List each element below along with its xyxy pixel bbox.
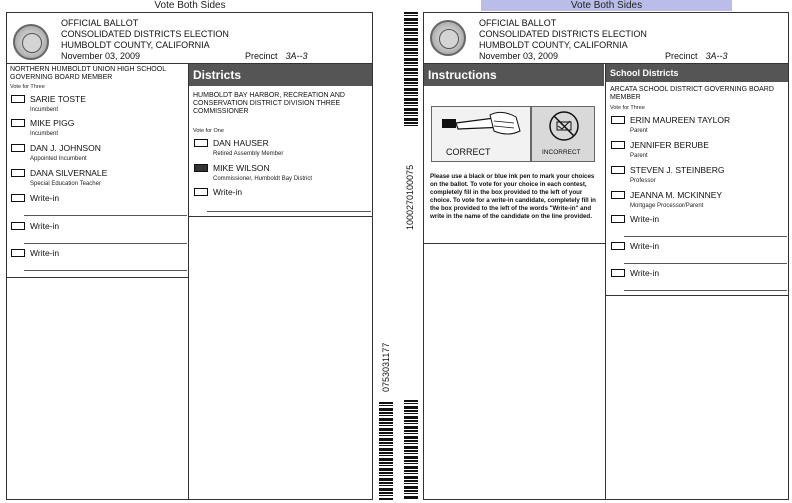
contest-divider (6, 277, 188, 278)
vote-both-sides-left: Vote Both Sides (154, 0, 226, 11)
candidate-option[interactable] (11, 168, 107, 178)
write-in-line[interactable] (624, 236, 787, 237)
candidate-option[interactable] (611, 115, 730, 125)
vote-box[interactable] (11, 144, 25, 152)
write-in-label: Write-in (630, 214, 660, 224)
county-seal-icon (13, 24, 49, 60)
candidate-name: DAN HAUSER (213, 138, 269, 148)
write-in-option[interactable] (611, 214, 659, 224)
vote-box[interactable] (11, 222, 25, 230)
instructions-text: Please use a black or blue ink pen to mark your choices on the ballot. To vote for your choice in each contest, completely fill in the box provided to the left of your choice. To vote for a write-in candidate, completely fill in the box provided to the left of the words "Write-in" and write in the name of the candidate on the line provided. (430, 173, 596, 220)
write-in-line[interactable] (24, 243, 187, 244)
write-in-option[interactable] (11, 221, 59, 231)
write-in-line[interactable] (624, 263, 787, 264)
write-in-label: Write-in (30, 248, 60, 258)
candidate-description: Incumbent (30, 107, 59, 113)
write-in-line[interactable] (207, 211, 371, 212)
precinct-label: Precinct 3A--3 (665, 51, 728, 61)
write-in-label: Write-in (630, 241, 660, 251)
contest-title: NORTHERN HUMBOLDT UNION HIGH SCHOOL GOVERNING BOARD MEMBER (10, 66, 166, 81)
county-name: HUMBOLDT COUNTY, CALIFORNIA (61, 40, 210, 50)
candidate-description: Parent (630, 128, 648, 134)
instructions-section-header: Instructions (424, 64, 604, 86)
vote-both-sides-banner: Vote Both Sides (481, 0, 732, 11)
county-seal-icon (430, 20, 466, 56)
write-in-label: Write-in (630, 268, 660, 278)
vote-for-label: Vote for Three (10, 84, 45, 90)
barcode-icon (404, 400, 418, 500)
candidate-option[interactable] (11, 143, 101, 153)
write-in-label: Write-in (30, 221, 60, 231)
candidate-option[interactable] (611, 165, 724, 175)
election-name: CONSOLIDATED DISTRICTS ELECTION (61, 29, 229, 39)
incorrect-label: INCORRECT (542, 149, 581, 156)
vote-box[interactable] (11, 169, 25, 177)
candidate-name: JENNIFER BERUBE (630, 140, 709, 150)
contest-title: HUMBOLDT BAY HARBOR, RECREATION AND CONSERVATION DISTRICT DIVISION THREE COMMISSIONER (193, 92, 345, 115)
candidate-name: ERIN MAUREEN TAYLOR (630, 115, 731, 125)
vote-box[interactable] (611, 116, 625, 124)
precinct-value: 3A--3 (285, 51, 308, 61)
vote-box[interactable] (11, 249, 25, 257)
write-in-line[interactable] (24, 270, 187, 271)
ballot-title: OFFICIAL BALLOT (479, 18, 557, 28)
vote-for-label: Vote for One (193, 128, 224, 134)
candidate-option[interactable] (611, 140, 709, 150)
election-name: CONSOLIDATED DISTRICTS ELECTION (479, 29, 647, 39)
election-date: November 03, 2009 (61, 51, 141, 61)
vote-box[interactable] (194, 139, 208, 147)
candidate-name: JEANNA M. MCKINNEY (630, 190, 723, 200)
correct-label: CORRECT (446, 147, 491, 157)
candidate-name: MIKE PIGG (30, 118, 75, 128)
candidate-option[interactable] (11, 94, 86, 104)
column-divider (605, 63, 606, 500)
no-check-icon (532, 107, 596, 147)
pen-hand-icon (432, 107, 532, 147)
write-in-label: Write-in (30, 193, 60, 203)
write-in-option[interactable] (11, 193, 59, 203)
contest-divider (606, 295, 789, 296)
candidate-name: MIKE WILSON (213, 163, 270, 173)
write-in-line[interactable] (624, 290, 787, 291)
vote-box[interactable] (11, 119, 25, 127)
candidate-name: DANA SILVERNALE (30, 168, 108, 178)
barcode-icon (404, 12, 418, 128)
candidate-description: Special Education Teacher (30, 181, 101, 187)
candidate-description: Appointed Incumbent (30, 156, 87, 162)
vote-box[interactable] (11, 194, 25, 202)
candidate-description: Commissioner, Humboldt Bay District (213, 176, 313, 182)
candidate-name: STEVEN J. STEINBERG (630, 165, 725, 175)
candidate-description: Mortgage Processor/Parent (630, 203, 704, 209)
school-districts-section-header: School Districts (606, 64, 788, 82)
candidate-name: SARIE TOSTE (30, 94, 86, 104)
candidate-option[interactable] (611, 190, 722, 200)
candidate-description: Incumbent (30, 131, 59, 137)
write-in-option[interactable] (11, 248, 59, 258)
county-name: HUMBOLDT COUNTY, CALIFORNIA (479, 40, 628, 50)
vote-box[interactable] (611, 242, 625, 250)
precinct-value: 3A--3 (705, 51, 728, 61)
candidate-description: Retired Assembly Member (213, 151, 284, 157)
vote-box[interactable] (611, 141, 625, 149)
vote-box[interactable] (611, 215, 625, 223)
vote-box[interactable] (194, 188, 208, 196)
election-date: November 03, 2009 (479, 51, 559, 61)
vote-box-filled[interactable] (194, 164, 208, 172)
districts-section-header: Districts (189, 64, 372, 86)
instructions-divider (424, 243, 605, 244)
candidate-description: Professor (630, 178, 656, 184)
write-in-option[interactable] (194, 187, 242, 197)
ballot-serial-number: 0753031177 (381, 342, 391, 392)
ballot-serial-number: 1000270100075 (405, 164, 415, 230)
write-in-label: Write-in (213, 187, 243, 197)
correct-example (431, 106, 531, 162)
vote-box[interactable] (611, 269, 625, 277)
precinct-label: Precinct 3A--3 (245, 51, 308, 61)
write-in-option[interactable] (611, 241, 659, 251)
candidate-description: Parent (630, 153, 648, 159)
vote-box[interactable] (611, 191, 625, 199)
candidate-name: DAN J. JOHNSON (30, 143, 101, 153)
write-in-option[interactable] (611, 268, 659, 278)
column-divider (188, 63, 189, 500)
ballot-title: OFFICIAL BALLOT (61, 18, 139, 28)
candidate-option[interactable] (194, 163, 270, 173)
contest-divider (189, 216, 373, 217)
candidate-option[interactable] (11, 118, 74, 128)
write-in-line[interactable] (24, 215, 187, 216)
incorrect-example (531, 106, 595, 162)
barcode-icon (379, 402, 393, 500)
candidate-option[interactable] (194, 138, 269, 148)
contest-title: ARCATA SCHOOL DISTRICT GOVERNING BOARD MEMBER (610, 86, 774, 101)
vote-box[interactable] (611, 166, 625, 174)
vote-for-label: Vote for Three (610, 105, 645, 111)
vote-box[interactable] (11, 95, 25, 103)
